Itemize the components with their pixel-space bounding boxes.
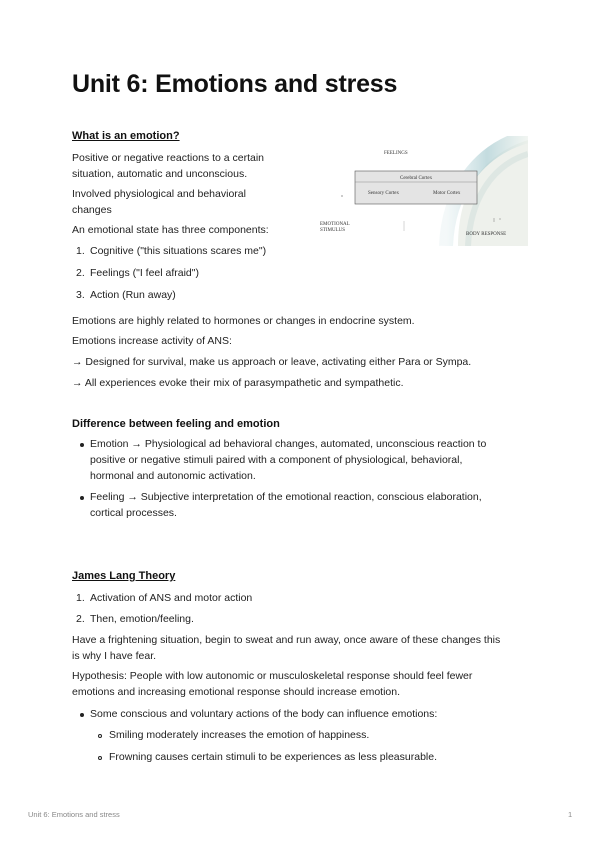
emotional-label: EMOTIONAL — [320, 222, 350, 227]
bullet-line: cortical processes. — [90, 507, 177, 519]
sub-bullet-line: Frowning causes certain stimuli to be experiences as less pleasurable. — [109, 751, 437, 763]
bullet-line: Emotion → Physiological ad behavioral changes, automated, unconscious reaction to — [90, 438, 487, 450]
list-item: Activation of ANS and motor action — [90, 592, 253, 604]
section-heading-what-is-emotion: What is an emotion? — [72, 130, 180, 142]
list-item: Feelings ("I feel afraid") — [90, 267, 199, 279]
cerebral-cortex-label: Cerebral Cortex — [400, 176, 433, 181]
paragraph-line: Involved physiological and behavioral — [72, 188, 246, 200]
list-item: Cognitive ("this situations scares me") — [90, 245, 267, 257]
bullet-icon — [80, 713, 84, 717]
sub-bullet-line: Smiling moderately increases the emotion of happiness. — [109, 729, 370, 741]
paragraph-line: changes — [72, 204, 112, 216]
paragraph-line: Have a frightening situation, begin to sweat and run away, once aware of these changes this — [72, 634, 501, 646]
footer-page-number: 1 — [568, 810, 573, 819]
bullet-line: positive or negative stimuli paired with a component of physiological, behavioral, — [90, 454, 463, 466]
paragraph-line: is why I have fear. — [72, 650, 157, 662]
section-heading-feeling-vs-emotion: Difference between feeling and emotion — [72, 418, 280, 430]
paragraph-line: Hypothesis: People with low autonomic or musculoskeletal response should feel fewer — [72, 670, 473, 682]
paragraph-line: → All experiences evoke their mix of parasympathetic and sympathetic. — [72, 377, 404, 389]
feelings-label: FEELINGS — [384, 151, 408, 156]
bullet-line: Feeling → Subjective interpretation of the emotional reaction, conscious elaboration, — [90, 491, 482, 503]
emotion-diagram — [308, 136, 528, 246]
stimulus-label: STIMULUS — [320, 228, 346, 233]
paragraph-line: situation, automatic and unconscious. — [72, 168, 248, 180]
list-number: 1. — [76, 245, 85, 257]
list-number: 1. — [76, 592, 85, 604]
paragraph-line: Positive or negative reactions to a certain — [72, 152, 265, 164]
bullet-icon — [80, 496, 84, 500]
list-number: 3. — [76, 289, 85, 301]
list-item: Then, emotion/feeling. — [90, 613, 194, 625]
paragraph-line: Emotions are highly related to hormones or changes in endocrine system. — [72, 315, 415, 327]
paragraph-line: → Designed for survival, make us approach or leave, activating either Para or Sympa. — [72, 356, 472, 368]
bullet-line: Some conscious and voluntary actions of the body can influence emotions: — [90, 708, 438, 720]
page-title: Unit 6: Emotions and stress — [72, 70, 398, 98]
list-number: 2. — [76, 267, 85, 279]
bullet-icon — [80, 443, 84, 447]
body-response-label: BODY RESPONSE — [466, 232, 507, 237]
sub-bullet-icon — [98, 734, 102, 738]
section-heading-james-lang: James Lang Theory — [72, 570, 176, 582]
bullet-line: hormonal and autonomic activation. — [90, 470, 256, 482]
paragraph-line: Emotions increase activity of ANS: — [72, 335, 232, 347]
sensory-cortex-label: Sensory Cortex — [368, 191, 399, 196]
sub-bullet-icon — [98, 756, 102, 760]
paragraph-line: An emotional state has three components: — [72, 224, 269, 236]
paragraph-line: emotions and increasing emotional response should increase emotion. — [72, 686, 401, 698]
motor-cortex-label: Motor Cortex — [433, 191, 461, 196]
footer-title: Unit 6: Emotions and stress — [28, 810, 120, 819]
list-item: Action (Run away) — [90, 289, 176, 301]
list-number: 2. — [76, 613, 85, 625]
